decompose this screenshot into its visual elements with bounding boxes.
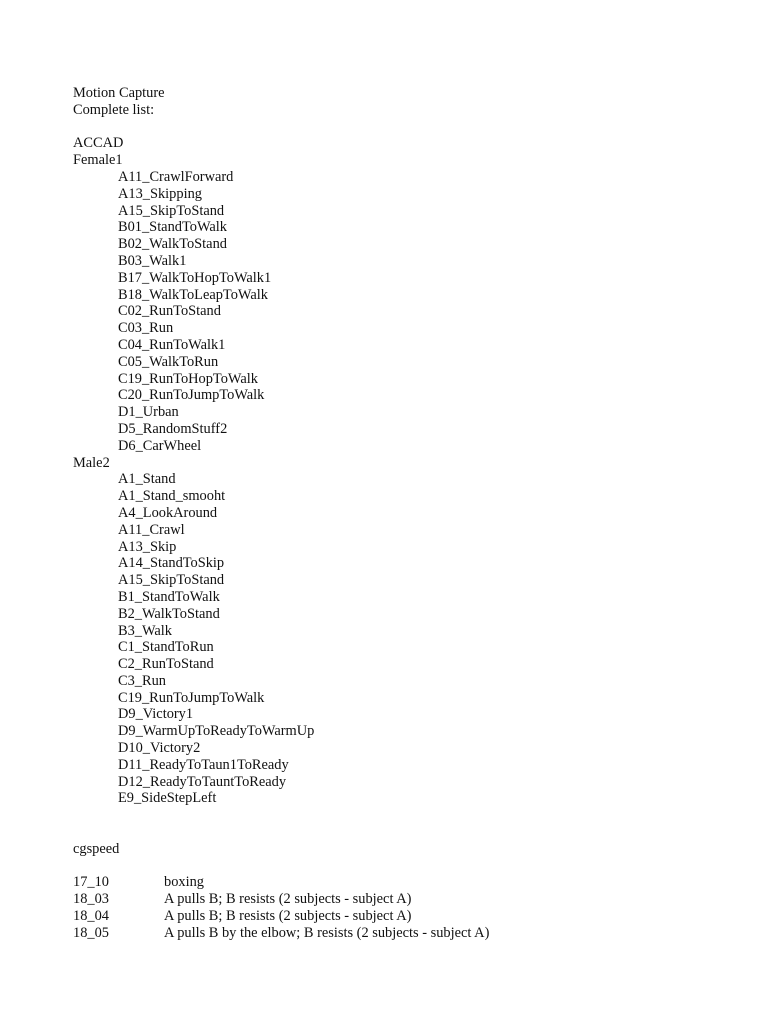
row-description: boxing	[164, 874, 204, 891]
section-heading: cgspeed	[73, 840, 120, 857]
list-item: C19_RunToHopToWalk	[118, 370, 258, 387]
list-item: B1_StandToWalk	[118, 588, 220, 605]
list-item: A1_Stand	[118, 471, 176, 488]
list-item: D5_RandomStuff2	[118, 420, 228, 437]
list-item: A11_Crawl	[118, 521, 185, 538]
list-item: C2_RunToStand	[118, 656, 214, 673]
list-item: B3_Walk	[118, 622, 172, 639]
list-item: A4_LookAround	[118, 504, 218, 521]
list-item: D9_Victory1	[118, 706, 194, 723]
list-item: D1_Urban	[118, 404, 179, 421]
list-item: D10_Victory2	[118, 740, 201, 757]
table-row	[73, 891, 733, 908]
group-female1	[73, 152, 733, 454]
group-heading: Male2	[73, 454, 110, 471]
list-item: D12_ReadyToTauntToReady	[118, 773, 287, 790]
row-description: A pulls B by the elbow; B resists (2 subjects - subject A)	[164, 924, 490, 941]
list-item: C20_RunToJumpToWalk	[118, 387, 265, 404]
section-heading: ACCAD	[73, 135, 124, 152]
spacer	[73, 807, 733, 841]
row-code: 18_04	[73, 908, 109, 925]
list-item: C3_Run	[118, 672, 166, 689]
list-item: C02_RunToStand	[118, 303, 221, 320]
document-subtitle: Complete list:	[73, 101, 155, 118]
spacer	[73, 119, 733, 136]
list-item: B2_WalkToStand	[118, 605, 220, 622]
list-item: A15_SkipToStand	[118, 572, 225, 589]
table-row	[73, 908, 733, 925]
document-page	[73, 85, 733, 942]
group-heading: Female1	[73, 152, 123, 169]
list-item: A1_Stand_smooht	[118, 488, 226, 505]
list-item: A11_CrawlForward	[118, 168, 234, 185]
table-row	[73, 925, 733, 942]
row-description: A pulls B; B resists (2 subjects - subject A)	[164, 891, 412, 908]
list-item: C1_StandToRun	[118, 639, 214, 656]
table-row	[73, 874, 733, 891]
list-item: C03_Run	[118, 320, 174, 337]
list-item: C19_RunToJumpToWalk	[118, 689, 265, 706]
list-item: A13_Skipping	[118, 185, 202, 202]
section-accad	[73, 135, 733, 807]
document-title: Motion Capture	[73, 85, 165, 101]
list-item: B17_WalkToHopToWalk1	[118, 269, 272, 286]
list-item: B18_WalkToLeapToWalk	[118, 286, 268, 303]
row-description: A pulls B; B resists (2 subjects - subject A)	[164, 908, 412, 925]
list-item: D11_ReadyToTaun1ToReady	[118, 756, 289, 773]
group-male2	[73, 455, 733, 808]
section-cgspeed	[73, 841, 733, 942]
list-item: C04_RunToWalk1	[118, 336, 226, 353]
list-item: D9_WarmUpToReadyToWarmUp	[118, 723, 315, 740]
list-item: D6_CarWheel	[118, 437, 202, 454]
spacer	[73, 858, 733, 875]
list-item: B02_WalkToStand	[118, 236, 227, 253]
row-code: 17_10	[73, 874, 109, 891]
list-item: C05_WalkToRun	[118, 353, 219, 370]
list-item: A15_SkipToStand	[118, 202, 225, 219]
list-item: B03_Walk1	[118, 252, 187, 269]
list-item: A13_Skip	[118, 538, 177, 555]
row-code: 18_05	[73, 924, 109, 941]
list-item: B01_StandToWalk	[118, 219, 227, 236]
row-code: 18_03	[73, 891, 109, 908]
list-item: A14_StandToSkip	[118, 555, 225, 572]
list-item: E9_SideStepLeft	[118, 790, 217, 807]
